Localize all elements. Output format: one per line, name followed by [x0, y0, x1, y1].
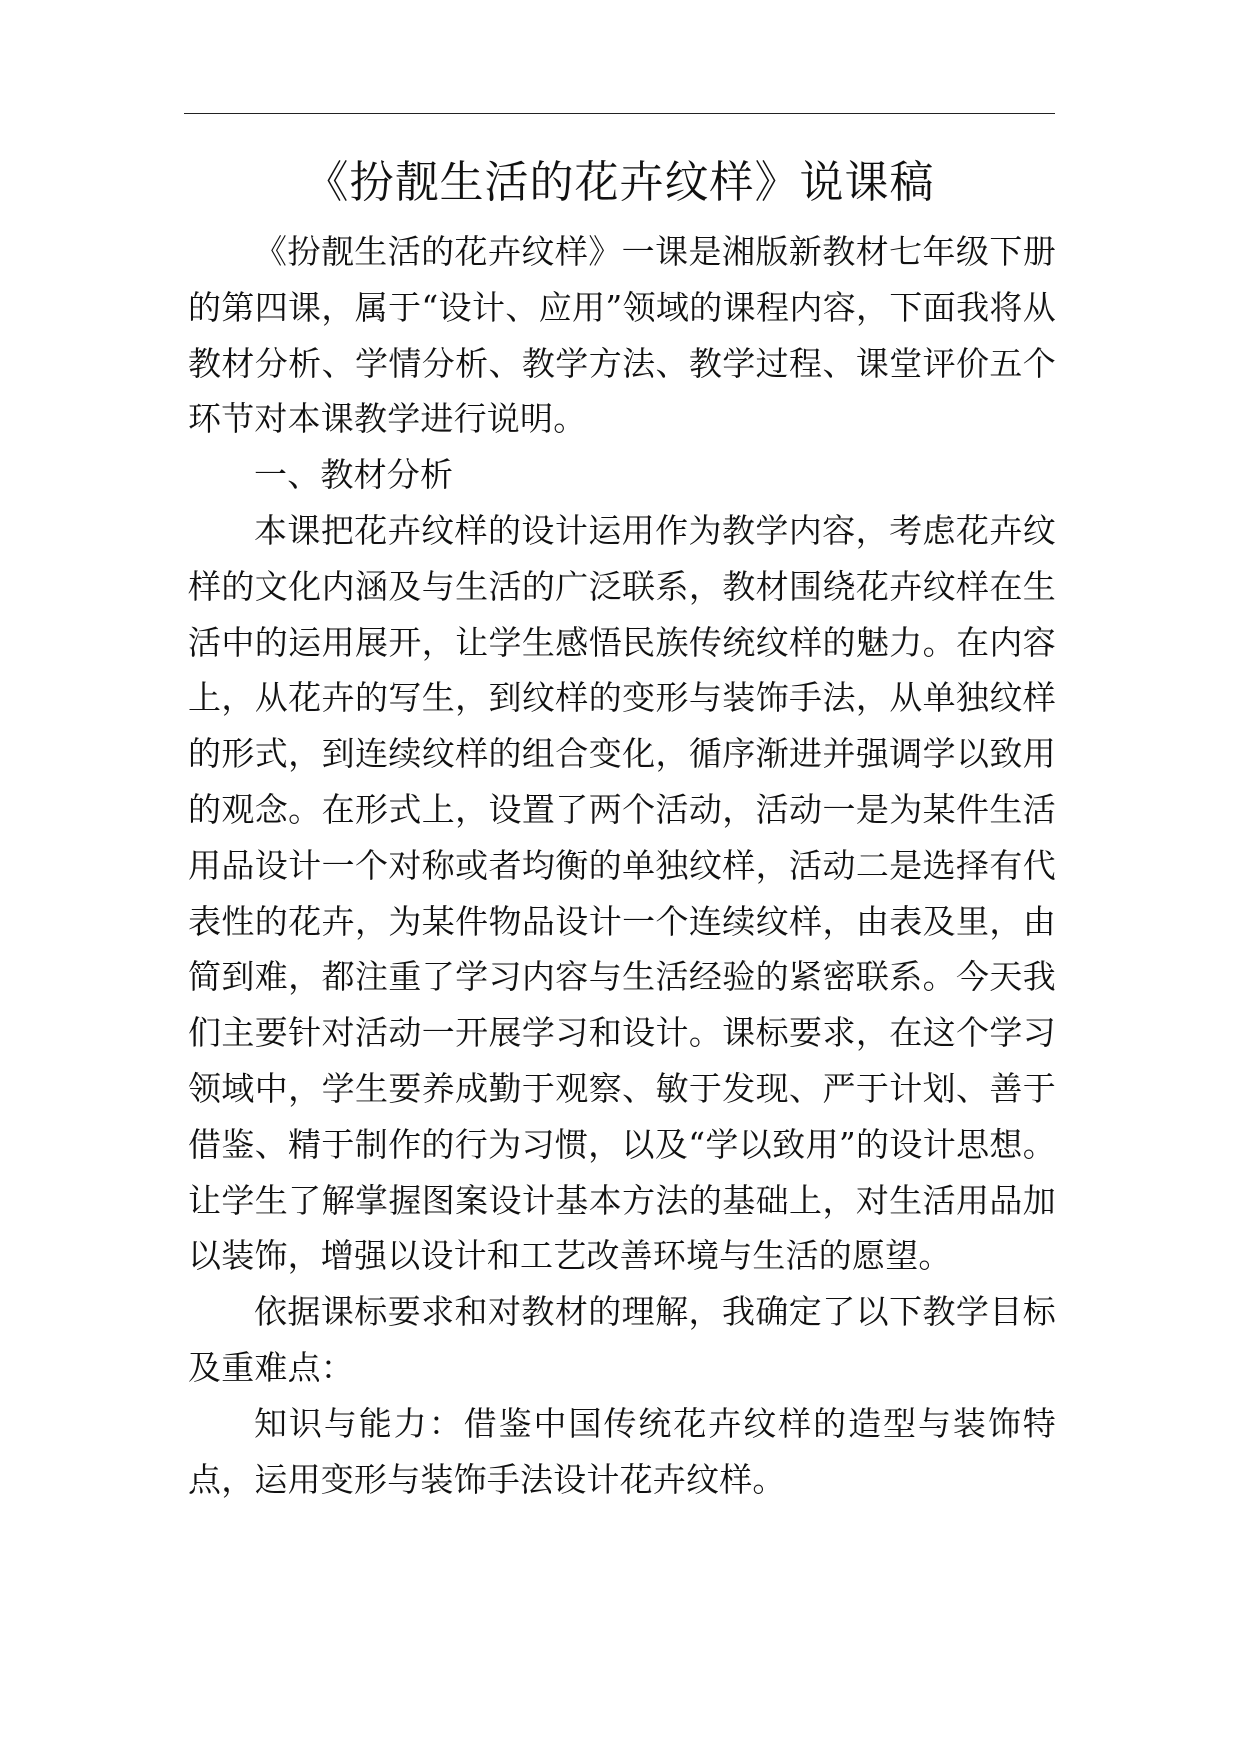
header-rule [184, 113, 1055, 114]
paragraph-knowledge-ability: 知识与能力：借鉴中国传统花卉纹样的造型与装饰特点，运用变形与装饰手法设计花卉纹样。 [188, 1403, 1056, 1499]
document-body [188, 224, 1056, 1507]
paragraph-textbook-analysis: 本课把花卉纹样的设计运用作为教学内容，考虑花卉纹样的文化内涵及与生活的广泛联系，教材围绕花卉纹样在生活中的运用展开，让学生感悟民族传统纹样的魅力。在内容上，从花卉的写生，到纹样的变形与装饰手法，从单独纹样的形式，到连续纹样的组合变化，循序渐进并强调学以致用的观念。在形式上，设置了两个活动，活动一是为某件生活用品设计一个对称或者均衡的单独纹样，活动二是选择有代表性的花卉，为某件物品设计一个连续纹样，由表及里，由简到难，都注重了学习内容与生活经验的紧密联系。今天我们主要针对活动一开展学习和设计。课标要求，在这个学习领域中，学生要养成勤于观察、敏于发现、严于计划、善于借鉴、精于制作的行为习惯，以及“学以致用”的设计思想。让学生了解掌握图案设计基本方法的基础上，对生活用品加以装饰，增强以设计和工艺改善环境与生活的愿望。 [188, 510, 1056, 1276]
paragraph-intro: 《扮靓生活的花卉纹样》一课是湘版新教材七年级下册的第四课，属于“设计、应用”领域的课程内容，下面我将从教材分析、学情分析、教学方法、教学过程、课堂评价五个环节对本课教学进行说明。 [188, 232, 1056, 439]
document-title: 《扮靓生活的花卉纹样》说课稿 [304, 157, 935, 208]
paragraph-objectives-intro: 依据课标要求和对教材的理解，我确定了以下教学目标及重难点： [188, 1292, 1056, 1387]
section-heading-textbook-analysis: 一、教材分析 [254, 455, 454, 495]
